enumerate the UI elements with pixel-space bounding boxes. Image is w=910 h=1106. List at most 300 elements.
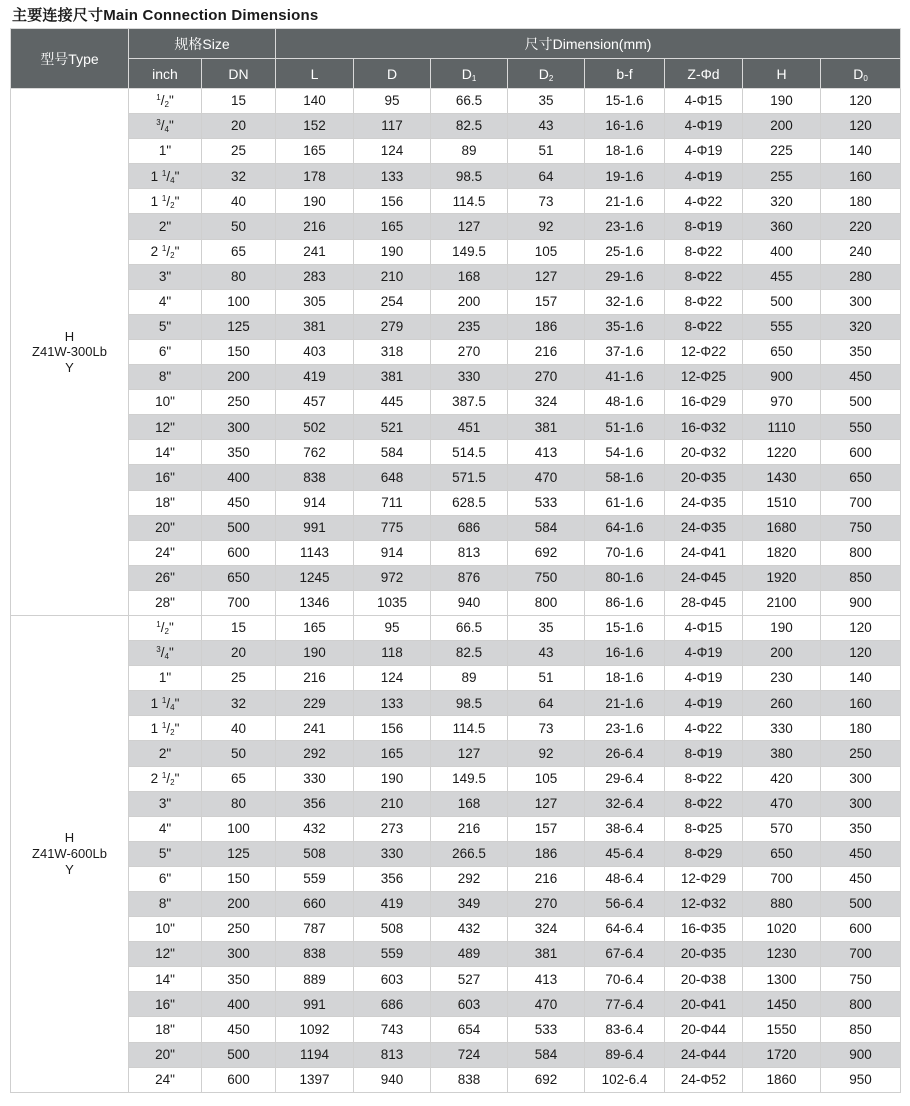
bf-cell: 86-1.6 <box>585 590 665 615</box>
d-cell: 686 <box>354 992 431 1017</box>
inch-mark: " <box>166 218 172 234</box>
bf-cell: 32-1.6 <box>585 289 665 314</box>
d0-cell: 450 <box>821 841 901 866</box>
dn-cell: 80 <box>202 264 276 289</box>
h-cell: 1220 <box>743 440 821 465</box>
fraction-slash: / <box>166 720 171 736</box>
zd-cell: 20-Φ38 <box>665 967 743 992</box>
zd-cell: 8-Φ22 <box>665 766 743 791</box>
d2-cell: 800 <box>508 590 585 615</box>
d1-cell: 266.5 <box>431 841 508 866</box>
bf-cell: 23-1.6 <box>585 716 665 741</box>
table-row <box>11 892 901 917</box>
header-d: D <box>354 59 431 89</box>
l-cell: 216 <box>276 666 354 691</box>
zd-cell: 24-Φ44 <box>665 1042 743 1067</box>
inch-whole: 8 <box>158 896 167 912</box>
zd-cell: 4-Φ19 <box>665 139 743 164</box>
inch-cell <box>129 841 202 866</box>
table-row <box>11 89 901 114</box>
d1-cell: 98.5 <box>431 164 508 189</box>
d-cell: 95 <box>354 89 431 114</box>
d1-cell: 127 <box>431 741 508 766</box>
fraction-slash: / <box>166 770 171 786</box>
d-cell: 972 <box>354 565 431 590</box>
table-row <box>11 164 901 189</box>
d1-cell: 432 <box>431 917 508 942</box>
zd-cell: 12-Φ29 <box>665 866 743 891</box>
zd-cell: 8-Φ22 <box>665 239 743 264</box>
bf-cell: 67-6.4 <box>585 942 665 967</box>
l-cell: 330 <box>276 766 354 791</box>
table-row <box>11 841 901 866</box>
l-cell: 432 <box>276 816 354 841</box>
d-cell: 521 <box>354 415 431 440</box>
dn-cell: 25 <box>202 666 276 691</box>
header-d0-sub: 0 <box>863 73 868 83</box>
table-header <box>11 29 901 89</box>
d2-cell: 381 <box>508 942 585 967</box>
l-cell: 502 <box>276 415 354 440</box>
zd-cell: 20-Φ44 <box>665 1017 743 1042</box>
bf-cell: 48-6.4 <box>585 866 665 891</box>
d2-cell: 157 <box>508 289 585 314</box>
l-cell: 140 <box>276 89 354 114</box>
dn-cell: 650 <box>202 565 276 590</box>
inch-cell <box>129 189 202 214</box>
page-title: 主要连接尺寸Main Connection Dimensions <box>12 7 319 24</box>
d-cell: 190 <box>354 239 431 264</box>
l-cell: 914 <box>276 490 354 515</box>
inch-mark: " <box>170 595 175 611</box>
inch-cell <box>129 942 202 967</box>
d-cell: 813 <box>354 1042 431 1067</box>
d1-cell: 216 <box>431 816 508 841</box>
table-row <box>11 264 901 289</box>
h-cell: 1300 <box>743 967 821 992</box>
table-row <box>11 1067 901 1092</box>
inch-cell <box>129 791 202 816</box>
d2-cell: 64 <box>508 164 585 189</box>
d1-cell: 89 <box>431 139 508 164</box>
h-cell: 700 <box>743 866 821 891</box>
d-cell: 95 <box>354 615 431 640</box>
bf-cell: 51-1.6 <box>585 415 665 440</box>
d-cell: 133 <box>354 691 431 716</box>
dn-cell: 65 <box>202 239 276 264</box>
dn-cell: 15 <box>202 615 276 640</box>
inch-whole: 5 <box>158 846 167 862</box>
inch-mark: " <box>166 319 172 335</box>
zd-cell: 12-Φ25 <box>665 365 743 390</box>
d2-cell: 73 <box>508 716 585 741</box>
inch-cell <box>129 540 202 565</box>
bf-cell: 58-1.6 <box>585 465 665 490</box>
l-cell: 1194 <box>276 1042 354 1067</box>
inch-mark: " <box>170 1071 175 1087</box>
inch-whole: 1 <box>150 695 162 711</box>
table-row <box>11 1042 901 1067</box>
inch-cell <box>129 866 202 891</box>
d-cell: 508 <box>354 917 431 942</box>
inch-cell <box>129 816 202 841</box>
inch-cell <box>129 641 202 666</box>
dn-cell: 300 <box>202 415 276 440</box>
d-cell: 117 <box>354 114 431 139</box>
h-cell: 400 <box>743 239 821 264</box>
inch-cell <box>129 766 202 791</box>
inch-numerator: 3 <box>156 118 161 128</box>
h-cell: 190 <box>743 89 821 114</box>
bf-cell: 32-6.4 <box>585 791 665 816</box>
d0-cell: 250 <box>821 741 901 766</box>
inch-numerator: 1 <box>161 168 167 178</box>
inch-cell <box>129 264 202 289</box>
inch-cell <box>129 741 202 766</box>
dn-cell: 50 <box>202 741 276 766</box>
inch-mark: " <box>166 745 172 761</box>
inch-mark: " <box>166 369 172 385</box>
table-row <box>11 465 901 490</box>
bf-cell: 61-1.6 <box>585 490 665 515</box>
inch-cell <box>129 967 202 992</box>
d-cell: 914 <box>354 540 431 565</box>
dn-cell: 500 <box>202 515 276 540</box>
dn-cell: 250 <box>202 917 276 942</box>
inch-whole: 1 <box>150 193 162 209</box>
d2-cell: 216 <box>508 866 585 891</box>
zd-cell: 20-Φ41 <box>665 992 743 1017</box>
table-row <box>11 390 901 415</box>
inch-cell <box>129 515 202 540</box>
inch-whole: 8 <box>158 369 167 385</box>
fraction-slash: / <box>160 620 165 636</box>
d-cell: 318 <box>354 339 431 364</box>
inch-cell <box>129 1067 202 1092</box>
d1-cell: 66.5 <box>431 89 508 114</box>
dn-cell: 125 <box>202 841 276 866</box>
d2-cell: 51 <box>508 666 585 691</box>
l-cell: 660 <box>276 892 354 917</box>
table-row <box>11 139 901 164</box>
inch-numerator: 3 <box>156 645 161 655</box>
table-row <box>11 615 901 640</box>
zd-cell: 12-Φ32 <box>665 892 743 917</box>
bf-cell: 89-6.4 <box>585 1042 665 1067</box>
zd-cell: 24-Φ35 <box>665 490 743 515</box>
l-cell: 241 <box>276 716 354 741</box>
inch-cell <box>129 716 202 741</box>
inch-cell <box>129 239 202 264</box>
zd-cell: 20-Φ35 <box>665 942 743 967</box>
l-cell: 190 <box>276 641 354 666</box>
dn-cell: 25 <box>202 139 276 164</box>
dn-cell: 200 <box>202 892 276 917</box>
inch-whole: 16 <box>155 469 171 485</box>
d2-cell: 186 <box>508 841 585 866</box>
type-line: Z41W-300Lb <box>32 344 107 360</box>
d-cell: 330 <box>354 841 431 866</box>
header-type: 型号Type <box>11 29 129 89</box>
inch-cell <box>129 1042 202 1067</box>
bf-cell: 64-6.4 <box>585 917 665 942</box>
bf-cell: 19-1.6 <box>585 164 665 189</box>
d1-cell: 724 <box>431 1042 508 1067</box>
h-cell: 650 <box>743 339 821 364</box>
d2-cell: 64 <box>508 691 585 716</box>
l-cell: 889 <box>276 967 354 992</box>
d2-cell: 35 <box>508 89 585 114</box>
d0-cell: 350 <box>821 816 901 841</box>
d-cell: 124 <box>354 139 431 164</box>
h-cell: 455 <box>743 264 821 289</box>
h-cell: 1020 <box>743 917 821 942</box>
header-d1-sub: 1 <box>471 73 477 83</box>
d0-cell: 600 <box>821 917 901 942</box>
header-h: H <box>743 59 821 89</box>
table-row <box>11 716 901 741</box>
l-cell: 559 <box>276 866 354 891</box>
d1-cell: 82.5 <box>431 114 508 139</box>
zd-cell: 8-Φ19 <box>665 214 743 239</box>
d0-cell: 500 <box>821 892 901 917</box>
l-cell: 991 <box>276 515 354 540</box>
type-cell <box>11 89 129 616</box>
dn-cell: 300 <box>202 942 276 967</box>
table-row <box>11 515 901 540</box>
inch-cell <box>129 89 202 114</box>
inch-mark: " <box>170 394 175 410</box>
bf-cell: 38-6.4 <box>585 816 665 841</box>
dn-cell: 40 <box>202 716 276 741</box>
inch-numerator: 1 <box>161 720 167 730</box>
h-cell: 1550 <box>743 1017 821 1042</box>
d1-cell: 489 <box>431 942 508 967</box>
d2-cell: 51 <box>508 139 585 164</box>
bf-cell: 15-1.6 <box>585 89 665 114</box>
d-cell: 254 <box>354 289 431 314</box>
bf-cell: 21-1.6 <box>585 691 665 716</box>
inch-mark: " <box>166 795 172 811</box>
d0-cell: 120 <box>821 89 901 114</box>
fraction-slash: / <box>166 695 171 711</box>
l-cell: 419 <box>276 365 354 390</box>
l-cell: 1143 <box>276 540 354 565</box>
d1-cell: 940 <box>431 590 508 615</box>
inch-whole: 2 <box>150 770 162 786</box>
d0-cell: 550 <box>821 415 901 440</box>
dn-cell: 400 <box>202 465 276 490</box>
inch-cell <box>129 666 202 691</box>
bf-cell: 77-6.4 <box>585 992 665 1017</box>
inch-mark: " <box>170 971 175 987</box>
inch-mark: " <box>170 444 175 460</box>
d2-cell: 470 <box>508 465 585 490</box>
h-cell: 330 <box>743 716 821 741</box>
d-cell: 1035 <box>354 590 431 615</box>
d2-cell: 186 <box>508 314 585 339</box>
bf-cell: 70-6.4 <box>585 967 665 992</box>
zd-cell: 24-Φ45 <box>665 565 743 590</box>
inch-whole: 18 <box>155 494 171 510</box>
header-d1 <box>431 59 508 89</box>
inch-denominator: 2 <box>164 100 169 110</box>
inch-mark: " <box>166 344 172 360</box>
inch-whole: 10 <box>155 921 171 937</box>
inch-cell <box>129 114 202 139</box>
zd-cell: 4-Φ19 <box>665 641 743 666</box>
bf-cell: 83-6.4 <box>585 1017 665 1042</box>
table-row <box>11 691 901 716</box>
d2-cell: 92 <box>508 741 585 766</box>
d-cell: 165 <box>354 214 431 239</box>
inch-mark: " <box>166 846 172 862</box>
table-row <box>11 239 901 264</box>
l-cell: 1346 <box>276 590 354 615</box>
d1-cell: 514.5 <box>431 440 508 465</box>
inch-denominator: 2 <box>170 250 175 260</box>
d1-cell: 168 <box>431 264 508 289</box>
l-cell: 762 <box>276 440 354 465</box>
inch-mark: " <box>170 1021 175 1037</box>
inch-whole: 12 <box>155 419 171 435</box>
inch-cell <box>129 139 202 164</box>
h-cell: 1680 <box>743 515 821 540</box>
inch-cell <box>129 691 202 716</box>
d2-cell: 105 <box>508 766 585 791</box>
fraction-slash: / <box>166 243 171 259</box>
inch-denominator: 2 <box>164 627 169 637</box>
dn-cell: 32 <box>202 164 276 189</box>
inch-whole: 2 <box>158 218 167 234</box>
zd-cell: 4-Φ15 <box>665 615 743 640</box>
table-row <box>11 540 901 565</box>
table-row <box>11 816 901 841</box>
l-cell: 190 <box>276 189 354 214</box>
h-cell: 225 <box>743 139 821 164</box>
zd-cell: 24-Φ52 <box>665 1067 743 1092</box>
d2-cell: 533 <box>508 490 585 515</box>
inch-mark: " <box>166 821 172 837</box>
inch-cell <box>129 465 202 490</box>
d2-cell: 413 <box>508 440 585 465</box>
l-cell: 356 <box>276 791 354 816</box>
d0-cell: 140 <box>821 666 901 691</box>
d2-cell: 470 <box>508 992 585 1017</box>
h-cell: 470 <box>743 791 821 816</box>
inch-whole: 4 <box>158 294 167 310</box>
dn-cell: 40 <box>202 189 276 214</box>
d2-cell: 157 <box>508 816 585 841</box>
inch-denominator: 4 <box>170 702 175 712</box>
inch-numerator: 1 <box>161 770 167 780</box>
zd-cell: 8-Φ25 <box>665 816 743 841</box>
d-cell: 156 <box>354 716 431 741</box>
h-cell: 200 <box>743 114 821 139</box>
d1-cell: 838 <box>431 1067 508 1092</box>
zd-cell: 20-Φ35 <box>665 465 743 490</box>
l-cell: 1245 <box>276 565 354 590</box>
bf-cell: 102-6.4 <box>585 1067 665 1092</box>
d1-cell: 292 <box>431 866 508 891</box>
d-cell: 133 <box>354 164 431 189</box>
fraction-slash: / <box>160 118 165 134</box>
zd-cell: 16-Φ32 <box>665 415 743 440</box>
inch-mark: " <box>168 645 174 661</box>
d2-cell: 92 <box>508 214 585 239</box>
d0-cell: 950 <box>821 1067 901 1092</box>
header-d0-letter: D <box>853 65 864 82</box>
inch-whole: 2 <box>150 243 162 259</box>
inch-whole: 1 <box>150 720 162 736</box>
d-cell: 381 <box>354 365 431 390</box>
table-row <box>11 992 901 1017</box>
d0-cell: 300 <box>821 766 901 791</box>
type-line: H <box>64 830 75 846</box>
l-cell: 241 <box>276 239 354 264</box>
d1-cell: 603 <box>431 992 508 1017</box>
type-line: Z41W-600Lb <box>32 846 107 862</box>
inch-cell <box>129 415 202 440</box>
inch-cell <box>129 164 202 189</box>
inch-cell <box>129 892 202 917</box>
inch-mark: " <box>170 469 175 485</box>
fraction-slash: / <box>160 645 165 661</box>
table-row <box>11 114 901 139</box>
zd-cell: 8-Φ22 <box>665 314 743 339</box>
d2-cell: 324 <box>508 390 585 415</box>
l-cell: 838 <box>276 942 354 967</box>
inch-whole: 1 <box>158 143 167 159</box>
d2-cell: 73 <box>508 189 585 214</box>
d1-cell: 628.5 <box>431 490 508 515</box>
header-d0 <box>821 59 901 89</box>
inch-cell <box>129 339 202 364</box>
table-row <box>11 214 901 239</box>
d0-cell: 300 <box>821 289 901 314</box>
d1-cell: 98.5 <box>431 691 508 716</box>
inch-mark: " <box>174 168 180 184</box>
zd-cell: 16-Φ35 <box>665 917 743 942</box>
dn-cell: 450 <box>202 490 276 515</box>
d1-cell: 876 <box>431 565 508 590</box>
inch-cell <box>129 917 202 942</box>
zd-cell: 12-Φ22 <box>665 339 743 364</box>
inch-whole: 20 <box>155 519 171 535</box>
d2-cell: 692 <box>508 1067 585 1092</box>
d0-cell: 750 <box>821 967 901 992</box>
dn-cell: 150 <box>202 866 276 891</box>
table-row <box>11 791 901 816</box>
d2-cell: 105 <box>508 239 585 264</box>
d1-cell: 270 <box>431 339 508 364</box>
table-row <box>11 917 901 942</box>
zd-cell: 4-Φ22 <box>665 189 743 214</box>
l-cell: 381 <box>276 314 354 339</box>
inch-cell <box>129 615 202 640</box>
d1-cell: 114.5 <box>431 716 508 741</box>
d1-cell: 89 <box>431 666 508 691</box>
dn-cell: 350 <box>202 967 276 992</box>
d-cell: 165 <box>354 741 431 766</box>
bf-cell: 70-1.6 <box>585 540 665 565</box>
bf-cell: 18-1.6 <box>585 666 665 691</box>
h-cell: 260 <box>743 691 821 716</box>
inch-whole: 14 <box>155 971 171 987</box>
l-cell: 165 <box>276 615 354 640</box>
d0-cell: 220 <box>821 214 901 239</box>
header-d2-letter: D <box>538 65 549 82</box>
